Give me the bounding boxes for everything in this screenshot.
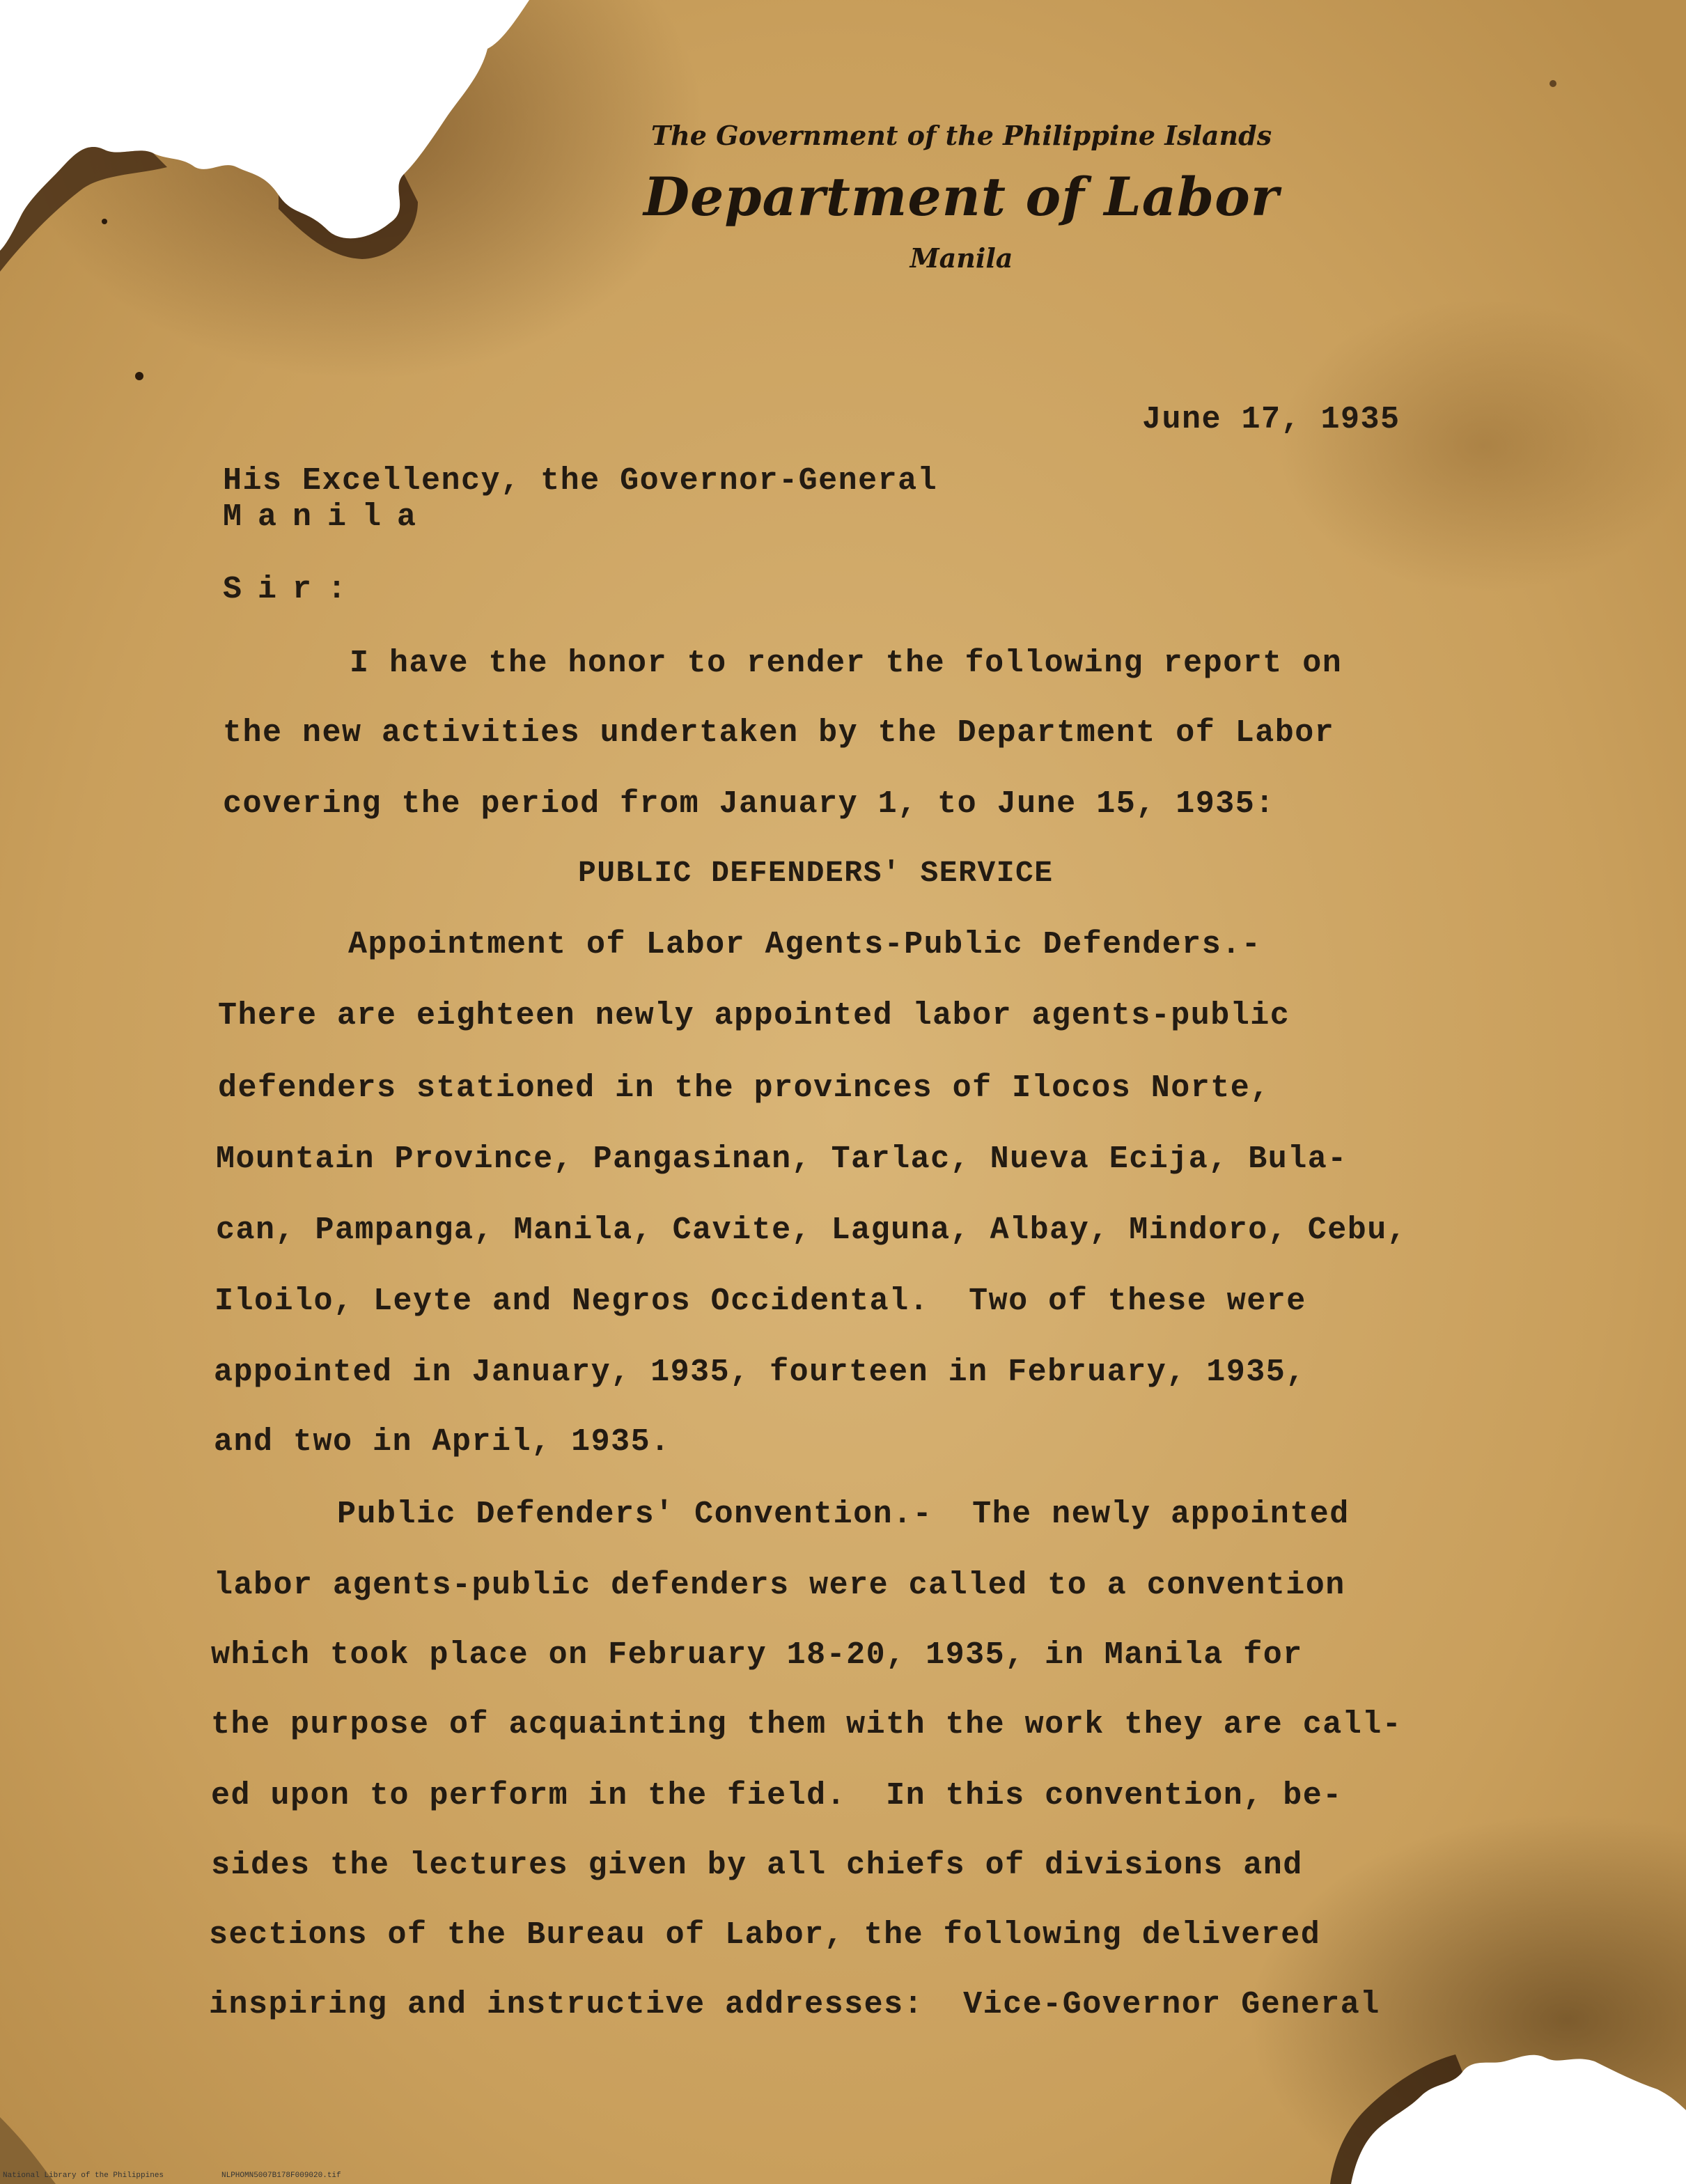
- letterhead-department: Department of Labor: [643, 166, 1279, 228]
- addressee-city: Manila: [223, 499, 432, 535]
- letterhead-city: Manila: [910, 242, 1013, 274]
- letter-date: June 17, 1935: [1142, 402, 1400, 437]
- paragraph-line: appointed in January, 1935, fourteen in February, 1935,: [214, 1355, 1306, 1390]
- paragraph-line: sections of the Bureau of Labor, the following delivered: [209, 1917, 1321, 1953]
- paragraph-line: There are eighteen newly appointed labor agents-public: [218, 998, 1290, 1034]
- paragraph-line: Iloilo, Leyte and Negros Occidental. Two of these were: [214, 1284, 1306, 1319]
- intro-line: covering the period from January 1, to June 15, 1935:: [223, 786, 1275, 822]
- paragraph-line: defenders stationed in the provinces of Ilocos Norte,: [218, 1070, 1270, 1106]
- paragraph-line: and two in April, 1935.: [214, 1424, 671, 1460]
- paragraph-line: Appointment of Labor Agents-Public Defenders.-: [348, 927, 1262, 962]
- intro-line: I have the honor to render the following report on: [350, 646, 1343, 681]
- paragraph-line: the purpose of acquainting them with the work they are call-: [211, 1707, 1403, 1742]
- paragraph-line: Mountain Province, Pangasinan, Tarlac, Nueva Ecija, Bula-: [216, 1141, 1348, 1177]
- intro-line: the new activities undertaken by the Department of Labor: [223, 715, 1335, 751]
- footer-file-id: NLPHOMN5007B178F009020.tif: [221, 2171, 341, 2180]
- footer-library: National Library of the Philippines: [3, 2171, 164, 2180]
- paragraph-line: inspiring and instructive addresses: Vice-Governor General: [209, 1987, 1380, 2022]
- paragraph-line: sides the lectures given by all chiefs of divisions and: [211, 1848, 1303, 1883]
- paragraph-line: ed upon to perform in the field. In this convention, be-: [211, 1778, 1343, 1814]
- paragraph-line: Public Defenders' Convention.- The newly appointed: [337, 1497, 1350, 1532]
- section-heading: PUBLIC DEFENDERS' SERVICE: [578, 856, 1054, 890]
- paragraph-line: which took place on February 18-20, 1935, in Manila for: [211, 1637, 1303, 1673]
- salutation: Sir:: [223, 572, 363, 607]
- addressee-title: His Excellency, the Governor-General: [223, 463, 938, 499]
- paragraph-line: labor agents-public defenders were called to a convention: [214, 1568, 1345, 1603]
- paragraph-line: can, Pampanga, Manila, Cavite, Laguna, Albay, Mindoro, Cebu,: [216, 1212, 1407, 1248]
- letterhead-government: The Government of the Philippine Islands: [650, 120, 1272, 151]
